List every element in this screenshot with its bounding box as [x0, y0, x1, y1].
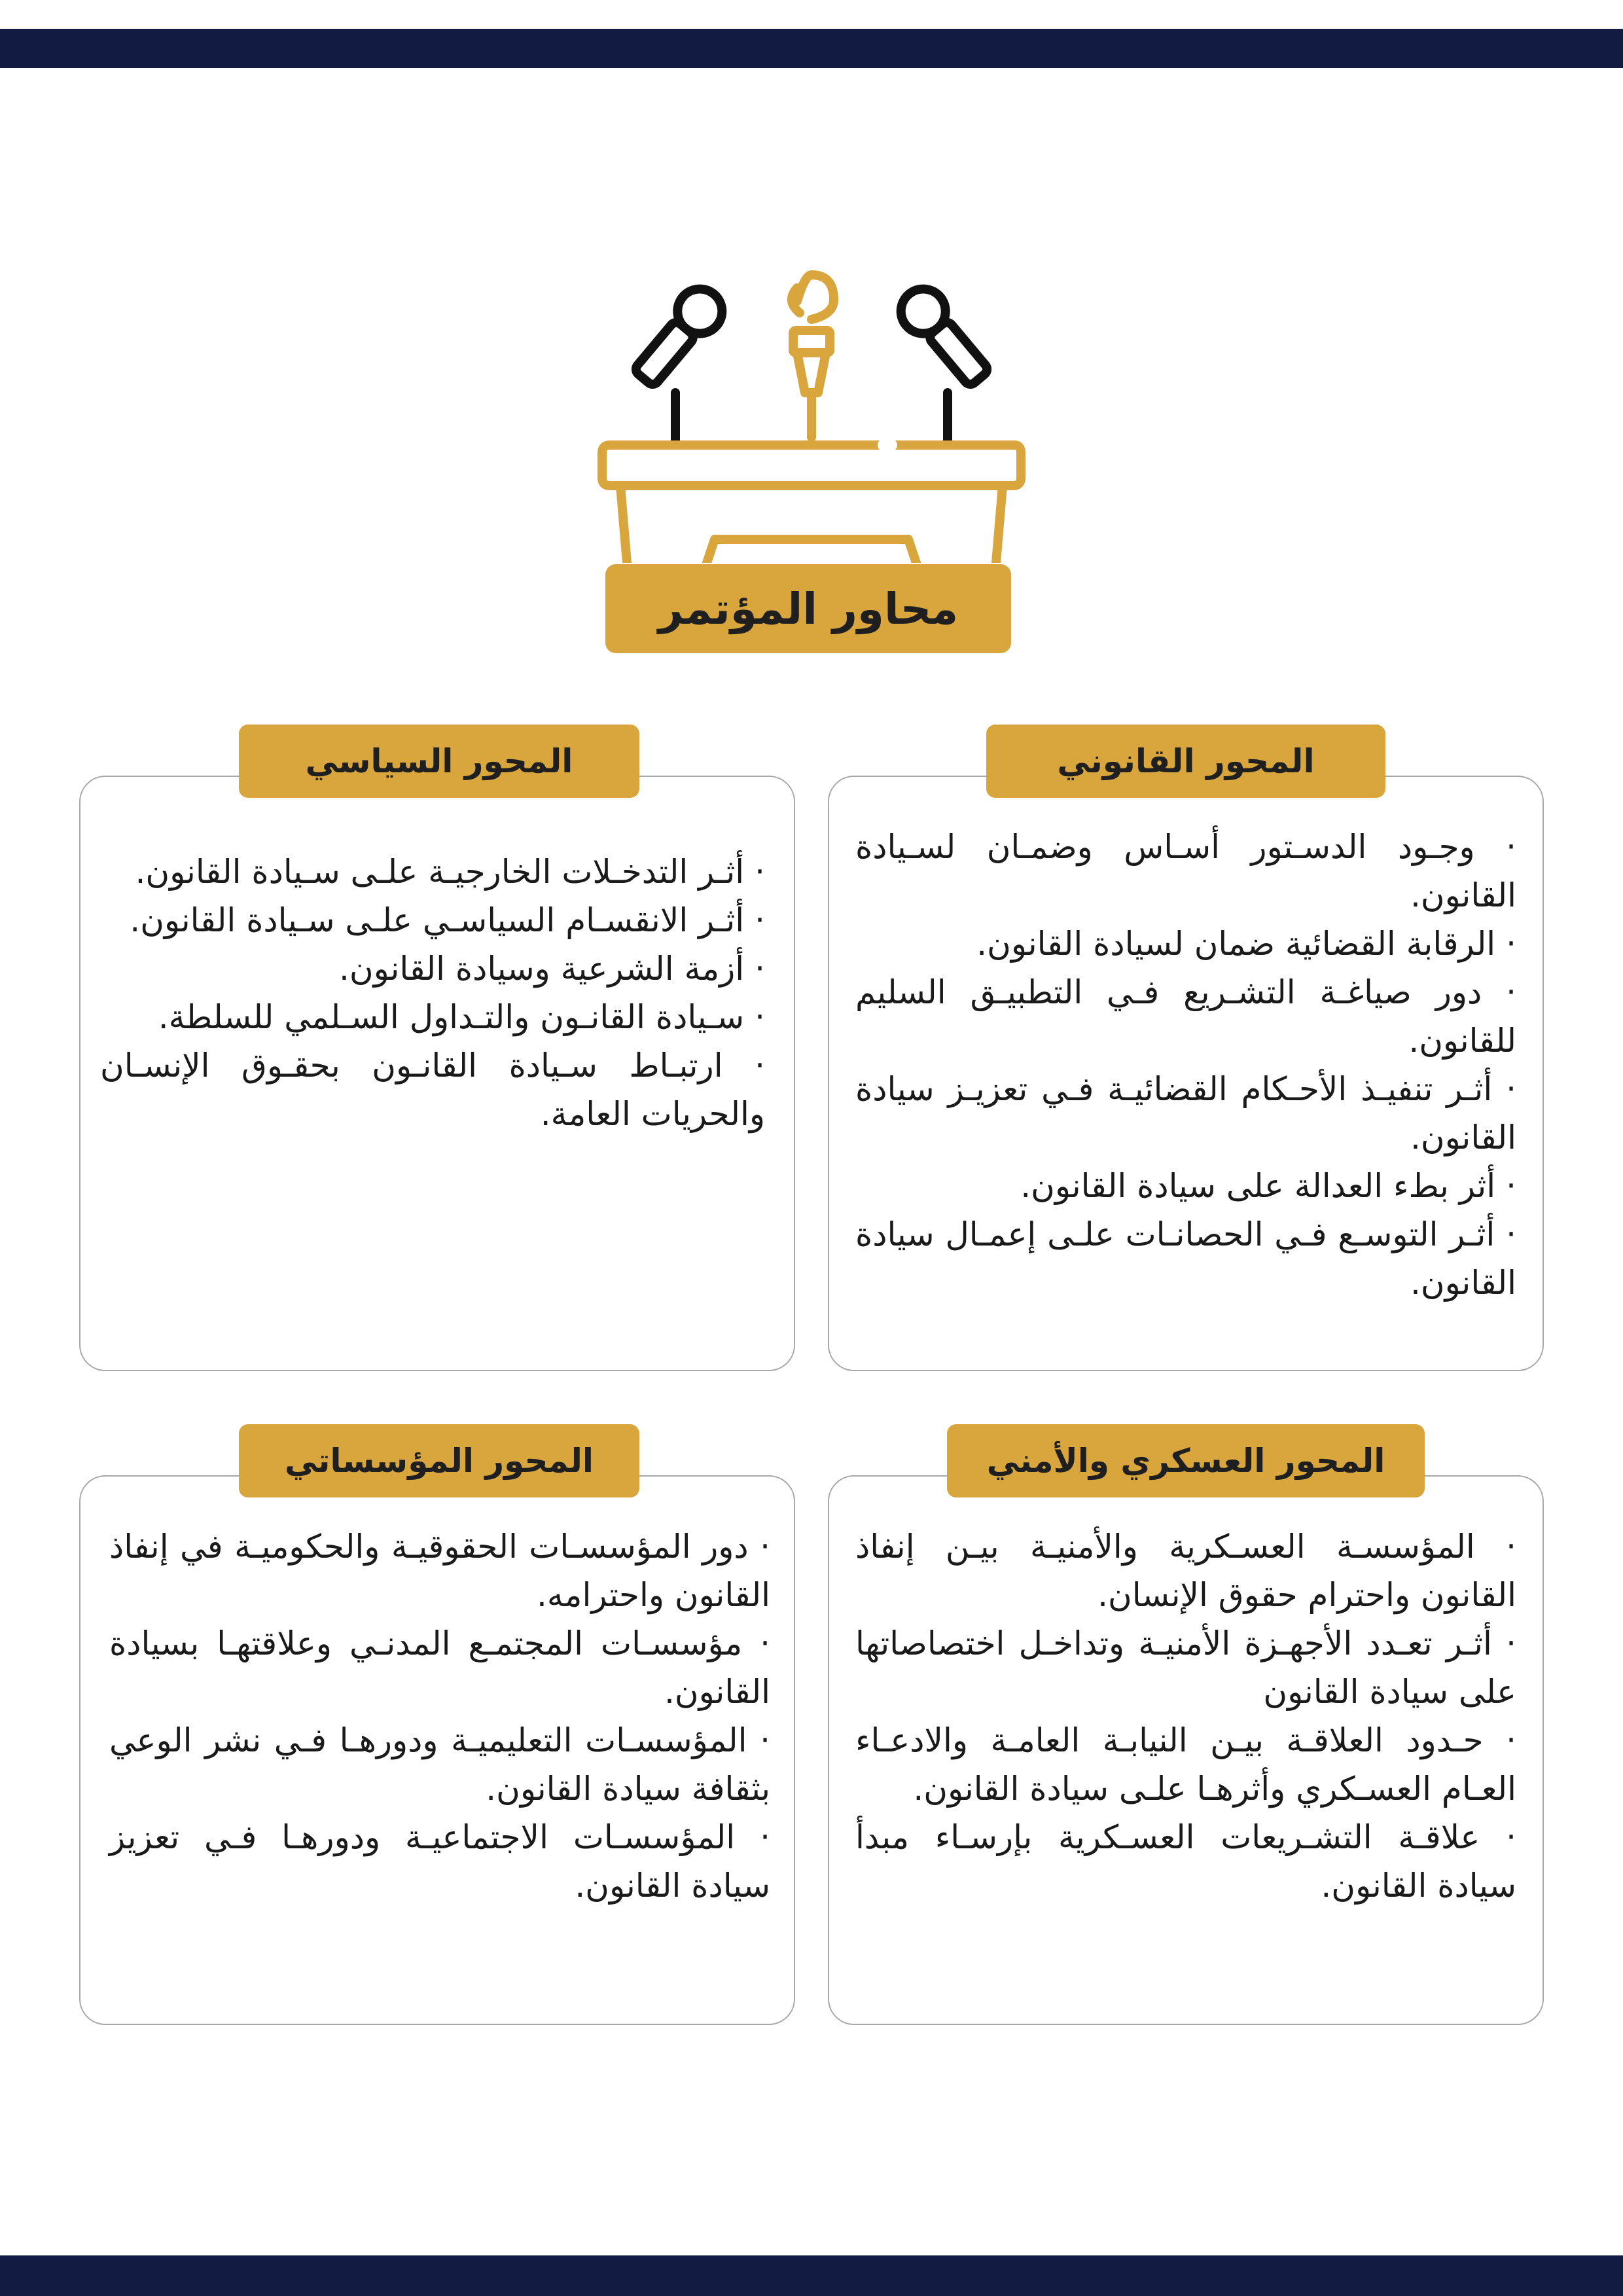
axis-list-institutional: [109, 1522, 770, 1910]
list-item: · أثـر التوسـع فـي الحصانـات علـى إعمـال سيادة القانون.: [855, 1210, 1516, 1307]
axis-list-security: [855, 1522, 1516, 1910]
axis-list-political: [100, 848, 765, 1138]
list-item: · أثـر تنفيـذ الأحـكام القضائيـة فـي تعزيـز سيادة القانون.: [855, 1065, 1516, 1162]
list-item: · دور صياغـة التشـريع فـي التطبيـق السليم للقانون.: [855, 968, 1516, 1065]
list-item: · دور المؤسسـات الحقوقيـة والحكوميـة في إنفاذ القانون واحترامه.: [109, 1522, 770, 1619]
list-item: · الرقابة القضائية ضمان لسيادة القانون.: [855, 920, 1516, 968]
axis-title-political: المحور السياسي: [239, 725, 639, 798]
axis-card-institutional: [79, 1442, 795, 2025]
list-item: · أثر بطء العدالة على سيادة القانون.: [855, 1162, 1516, 1210]
axis-card-political: [79, 742, 795, 1371]
list-item: · المؤسسـة العسـكرية والأمنيـة بيـن إنفاذ القانون واحترام حقوق الإنسان.: [855, 1522, 1516, 1619]
left-mic: [626, 280, 731, 393]
bottom-banner-bar: [0, 2255, 1623, 2296]
list-item: · المؤسسـات التعليميـة ودورهـا فـي نشر الوعي بثقافة سيادة القانون.: [109, 1716, 770, 1813]
list-item: · حـدود العلاقـة بيـن النيابـة العامـة والادعـاء العـام العسـكري وأثرهـا علـى سيادة القانون.: [855, 1716, 1516, 1813]
axis-title-legal: المحور القانوني: [986, 725, 1385, 798]
list-item: · أثـر الانقسـام السياسـي علـى سـيادة القانون.: [100, 896, 765, 944]
podium-desk: [602, 445, 1021, 563]
axis-title-institutional: المحور المؤسساتي: [239, 1424, 639, 1498]
center-mic: [792, 275, 834, 437]
list-item: · علاقـة التشـريعات العسـكرية بإرسـاء مبدأ سيادة القانون.: [855, 1813, 1516, 1910]
list-item: · سـيادة القانـون والتـداول السـلمي للسلطة.: [100, 993, 765, 1041]
axis-title-security: المحور العسكري والأمني: [947, 1424, 1425, 1498]
list-item: · أثـر التدخـلات الخارجيـة علـى سـيادة القانون.: [100, 848, 765, 896]
list-item: · أثـر تعـدد الأجهـزة الأمنيـة وتداخـل اختصاصاتها على سيادة القانون: [855, 1619, 1516, 1716]
axis-card-legal: [828, 742, 1544, 1371]
list-item: · ارتبـاط سـيادة القانـون بحقـوق الإنسـان والحريات العامة.: [100, 1041, 765, 1138]
list-item: · وجـود الدسـتور أسـاس وضمـان لسـيادة القانون.: [855, 823, 1516, 920]
list-item: · أزمة الشرعية وسيادة القانون.: [100, 944, 765, 993]
podium-microphones-icon: [589, 262, 1034, 563]
right-mic: [892, 280, 997, 393]
top-banner-bar: [0, 29, 1623, 68]
page-title: محاور المؤتمر: [605, 564, 1011, 653]
list-item: · مؤسسـات المجتمـع المدنـي وعلاقتهـا بسيادة القانون.: [109, 1619, 770, 1716]
axis-card-security: [828, 1442, 1544, 2025]
axis-list-legal: [855, 823, 1516, 1307]
list-item: · المؤسسـات الاجتماعيـة ودورهـا فـي تعزيز سيادة القانون.: [109, 1813, 770, 1910]
